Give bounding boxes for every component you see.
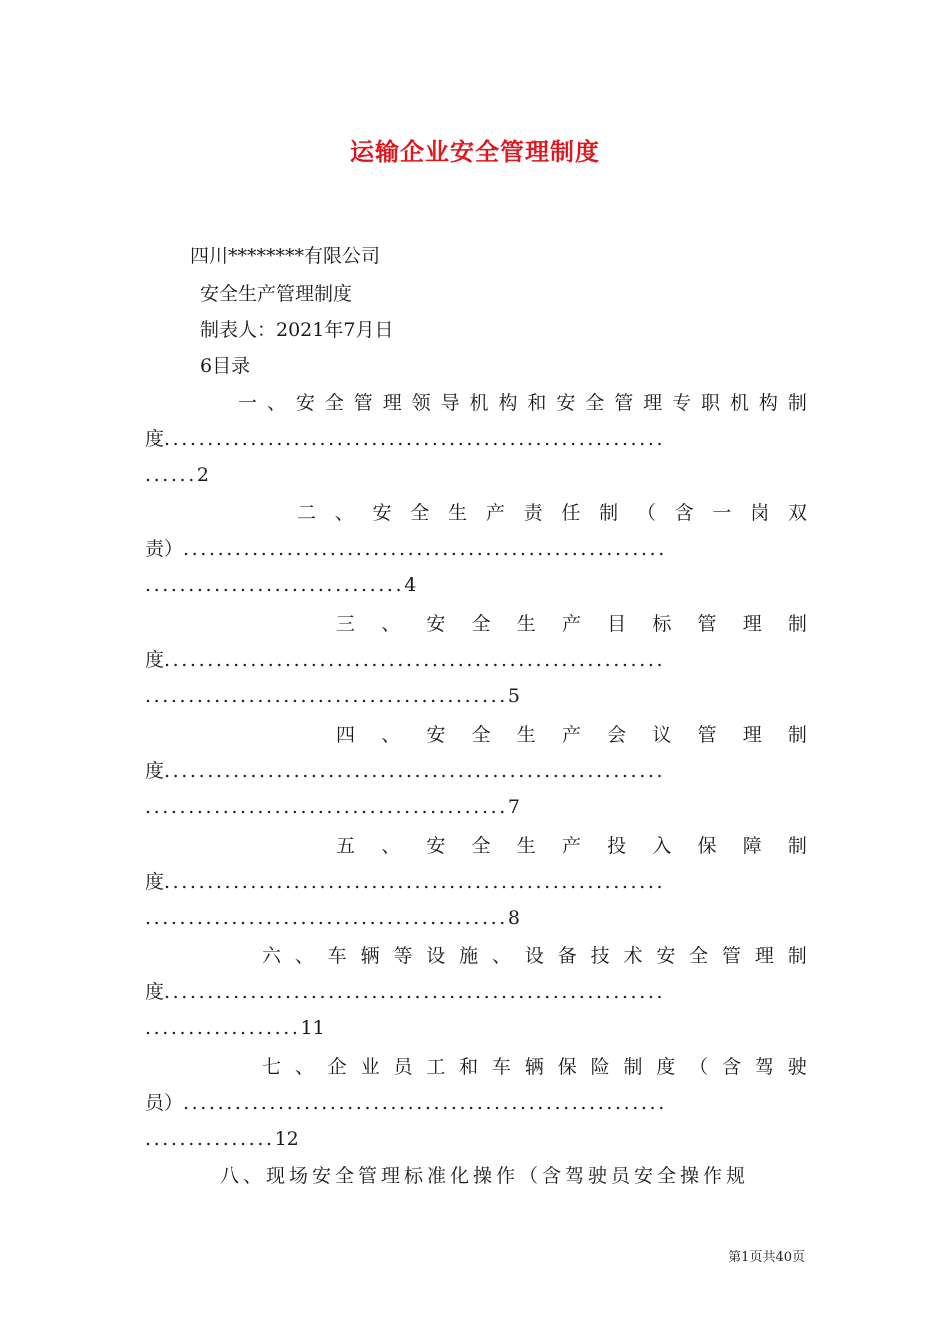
toc-head-char: 产 — [485, 502, 505, 524]
toc-head-char: 生 — [516, 724, 536, 746]
toc-head-char: 安 — [372, 502, 392, 524]
toc-page-number[interactable]: 8 — [507, 907, 520, 929]
toc-head-char: 四 — [336, 724, 356, 746]
toc-head-char: 车 — [492, 1056, 512, 1078]
toc-head-char: 入 — [652, 835, 672, 857]
toc-entry-head — [336, 611, 807, 637]
toc-head-char: 度 — [656, 1056, 676, 1078]
toc-head-char: 全 — [689, 945, 709, 967]
toc-head-char: 安 — [556, 392, 576, 414]
toc-head-char: 、 — [492, 945, 512, 967]
toc-head-char: 保 — [557, 1056, 577, 1078]
toc-head-char: 全 — [585, 392, 605, 414]
toc-head-char: 车 — [327, 945, 347, 967]
toc-head-char: 安 — [426, 835, 446, 857]
toc-leader-dots: ........................................................ — [183, 1092, 667, 1114]
toc-leader-dots: ...... — [145, 464, 197, 486]
toc-leader-dots: .................. — [145, 1017, 301, 1039]
toc-head-char: 职 — [701, 392, 721, 414]
toc-head-char: 员 — [393, 1056, 413, 1078]
toc-head-char: 二 — [297, 502, 317, 524]
toc-head-char: 安 — [295, 392, 315, 414]
toc-head-char: 安 — [656, 945, 676, 967]
toc-entry-head — [336, 722, 807, 748]
toc-entry-dots — [145, 426, 807, 452]
toc-head-char: 驾 — [754, 1056, 774, 1078]
toc-entry-head — [336, 833, 807, 859]
toc-head-char: 和 — [459, 1056, 479, 1078]
toc-head-char: 障 — [742, 835, 762, 857]
toc-head-char: 企 — [327, 1056, 347, 1078]
toc-head-char: 制 — [623, 1056, 643, 1078]
toc-head-char: 双 — [787, 502, 807, 524]
toc-head-char: 专 — [672, 392, 692, 414]
toc-head-char: 理 — [742, 724, 762, 746]
toc-head-char: 生 — [448, 502, 468, 524]
toc-head-char: 任 — [561, 502, 581, 524]
toc-head-char: 安 — [426, 613, 446, 635]
toc-head-char: 七 — [262, 1056, 282, 1078]
toc-entry-page-line — [145, 683, 807, 709]
toc-heading: 6目录 — [200, 355, 251, 377]
toc-head-char: 安 — [426, 724, 446, 746]
toc-head-char: 保 — [697, 835, 717, 857]
toc-leader-dots: .......................................... — [145, 685, 508, 707]
toc-head-char: 一 — [712, 502, 732, 524]
toc-head-char: 工 — [426, 1056, 446, 1078]
toc-head-char: 机 — [729, 392, 749, 414]
toc-head-char: 投 — [607, 835, 627, 857]
toc-head-char: 设 — [524, 945, 544, 967]
toc-entry-tail: 度 — [145, 649, 165, 671]
document-name: 安全生产管理制度 — [200, 283, 353, 305]
toc-page-number[interactable]: 11 — [300, 1017, 325, 1039]
toc-head-char: 制 — [787, 613, 807, 635]
toc-head-char: 备 — [557, 945, 577, 967]
toc-head-char: 全 — [471, 724, 491, 746]
toc-head-char: （ — [689, 1056, 709, 1078]
toc-head-char: 险 — [590, 1056, 610, 1078]
toc-head-char: 辆 — [360, 945, 380, 967]
toc-head-char: 理 — [382, 392, 402, 414]
toc-head-char: 等 — [393, 945, 413, 967]
page-footer: 第1页共40页 — [728, 1250, 805, 1265]
toc-head-char: 管 — [697, 724, 717, 746]
toc-head-char: 施 — [459, 945, 479, 967]
author-date: 制表人：2021年7月日 — [200, 319, 394, 341]
toc-head-char: 、 — [381, 724, 401, 746]
toc-leader-dots: .......................................... — [145, 907, 508, 929]
toc-page-number[interactable]: 5 — [507, 685, 520, 707]
toc-head-char: 六 — [262, 945, 282, 967]
toc-head-char: 产 — [561, 613, 581, 635]
toc-head-char: 产 — [561, 835, 581, 857]
toc-head-char: 、 — [381, 613, 401, 635]
toc-head-char: 机 — [469, 392, 489, 414]
toc-entry-tail: 度 — [145, 871, 165, 893]
toc-head-char: 全 — [471, 613, 491, 635]
toc-head-char: 管 — [722, 945, 742, 967]
toc-head-char: 术 — [623, 945, 643, 967]
toc-head-char: 构 — [758, 392, 778, 414]
toc-head-char: 驶 — [787, 1056, 807, 1078]
toc-head-char: 导 — [440, 392, 460, 414]
toc-leader-dots: .......................................................... — [164, 871, 666, 893]
toc-leader-dots: .......................................................... — [164, 981, 666, 1003]
toc-entry-page-line — [145, 572, 807, 598]
toc-entry-dots — [145, 536, 807, 562]
toc-entry-tail: 员） — [145, 1092, 184, 1114]
toc-leader-dots: .......................................................... — [164, 428, 666, 450]
toc-head-char: 生 — [516, 835, 536, 857]
toc-entry-head — [262, 943, 807, 969]
toc-head-char: 设 — [426, 945, 446, 967]
toc-entry-tail: 度 — [145, 760, 165, 782]
toc-head-char: 含 — [722, 1056, 742, 1078]
toc-leader-dots: .......................................................... — [164, 649, 666, 671]
toc-entry-dots — [145, 869, 807, 895]
toc-head-char: 管 — [614, 392, 634, 414]
toc-head-char: 和 — [527, 392, 547, 414]
toc-head-char: 业 — [360, 1056, 380, 1078]
toc-head-char: 、 — [294, 945, 314, 967]
toc-leader-dots: .......................................................... — [164, 760, 666, 782]
toc-head-char: 、 — [294, 1056, 314, 1078]
toc-entry-page-line — [145, 1126, 807, 1152]
company-name: 四川********有限公司 — [190, 245, 381, 267]
toc-entry-page-line — [145, 794, 807, 820]
toc-head-char: 含 — [674, 502, 694, 524]
toc-head-char: 岗 — [750, 502, 770, 524]
toc-entry-page-line — [145, 905, 807, 931]
toc-entry-page-line — [145, 1015, 807, 1041]
toc-head-char: 三 — [336, 613, 356, 635]
toc-head-char: 五 — [336, 835, 356, 857]
toc-head-char: 理 — [643, 392, 663, 414]
toc-head-char: 管 — [353, 392, 373, 414]
toc-head-char: 、 — [334, 502, 354, 524]
toc-head-char: 领 — [411, 392, 431, 414]
toc-head-char: 议 — [652, 724, 672, 746]
toc-head-char: 责 — [523, 502, 543, 524]
toc-head-char: 会 — [607, 724, 627, 746]
toc-head-char: 全 — [410, 502, 430, 524]
toc-head-char: 、 — [381, 835, 401, 857]
toc-head-char: 制 — [787, 724, 807, 746]
toc-entry-dots — [145, 758, 807, 784]
toc-entry-dots — [145, 979, 807, 1005]
toc-head-char: 制 — [787, 945, 807, 967]
toc-head-char: 构 — [498, 392, 518, 414]
toc-page-number[interactable]: 2 — [196, 464, 209, 486]
toc-head-char: 理 — [742, 613, 762, 635]
toc-entry-dots — [145, 1090, 807, 1116]
toc-head-char: 全 — [324, 392, 344, 414]
toc-entry-tail: 责） — [145, 538, 184, 560]
toc-leader-dots: .............................. — [145, 574, 405, 596]
toc-head-char: 全 — [471, 835, 491, 857]
document-title: 运输企业安全管理制度 — [350, 137, 600, 166]
toc-leader-dots: ........................................................ — [183, 538, 667, 560]
toc-entry-head — [238, 390, 807, 416]
toc-page-number[interactable]: 4 — [404, 574, 417, 596]
toc-head-char: 生 — [516, 613, 536, 635]
toc-head-char: 理 — [754, 945, 774, 967]
toc-entry-head — [297, 500, 807, 526]
toc-page-number[interactable]: 7 — [507, 796, 520, 818]
toc-head-char: 标 — [652, 613, 672, 635]
toc-head-char: 一 — [238, 392, 258, 414]
toc-entry-8-head: 八、现场安全管理标准化操作（含驾驶员安全操作规 — [220, 1165, 750, 1187]
toc-head-char: 制 — [787, 392, 807, 414]
toc-head-char: （ — [636, 502, 656, 524]
toc-head-char: 辆 — [524, 1056, 544, 1078]
toc-head-char: 目 — [607, 613, 627, 635]
toc-leader-dots: .......................................... — [145, 796, 508, 818]
toc-head-char: 管 — [697, 613, 717, 635]
toc-entry-head — [262, 1054, 807, 1080]
toc-page-number[interactable]: 12 — [274, 1128, 299, 1150]
toc-head-char: 、 — [266, 392, 286, 414]
toc-leader-dots: ............... — [145, 1128, 275, 1150]
toc-entry-tail: 度 — [145, 428, 165, 450]
toc-entry-page-line — [145, 462, 807, 488]
toc-head-char: 技 — [590, 945, 610, 967]
toc-head-char: 制 — [599, 502, 619, 524]
toc-entry-tail: 度 — [145, 981, 165, 1003]
toc-head-char: 产 — [561, 724, 581, 746]
toc-head-char: 制 — [787, 835, 807, 857]
toc-entry-dots — [145, 647, 807, 673]
